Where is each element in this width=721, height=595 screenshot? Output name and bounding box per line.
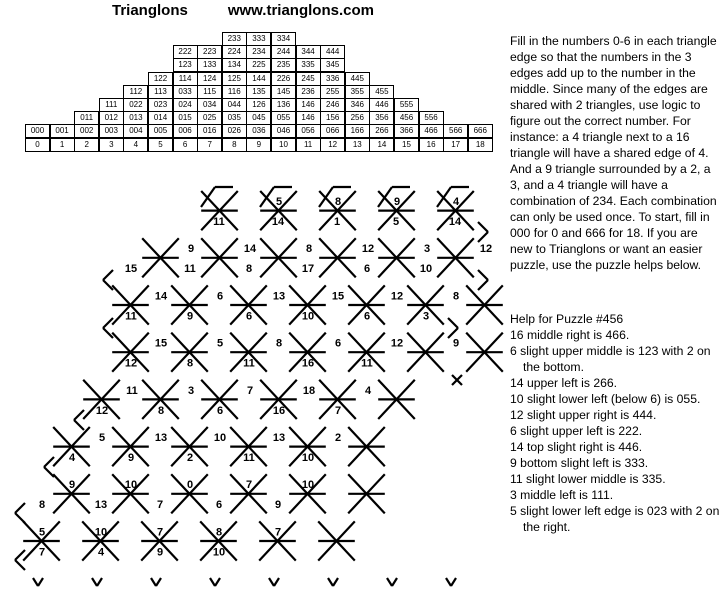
combination-cell: 566 xyxy=(443,124,468,138)
combination-cell: 225 xyxy=(246,58,271,72)
triangle-number[interactable]: 7 xyxy=(274,526,282,539)
triangle-number[interactable]: 6 xyxy=(215,499,223,512)
combination-cell: 224 xyxy=(222,45,247,59)
instructions-text: Fill in the numbers 0-6 in each triangle edge so that the numbers in the 3 edges add up to the number in the middle. Since many of the edges are shared with 2 triangles, use logic to figure out the correct number. For instance: a 4 triangle next to a 16 triangle will have a shared edge of 4. And a 9 triangle surrounded by a 2, a 3, and a 4 triangle will have a combination of 234. Each combination can only be used once. To start, fill in 000 for 0 and 666 for 18. If you are new to Trianglons or want an easier puzzle, use the puzzle helps below. xyxy=(510,34,717,272)
edge-line xyxy=(44,467,54,477)
combination-cell: 222 xyxy=(173,45,198,59)
triangle-number[interactable]: 5 xyxy=(98,432,106,444)
combination-cell: 001 xyxy=(50,124,75,138)
combination-cell: 345 xyxy=(320,58,345,72)
combination-cell: 346 xyxy=(345,98,370,112)
combination-cell: 144 xyxy=(246,72,271,86)
combination-cell: 012 xyxy=(99,111,124,125)
sum-cell: 0 xyxy=(25,138,50,152)
edge-line xyxy=(210,578,215,586)
triangle-number[interactable]: 10 xyxy=(301,310,315,323)
sum-cell: 3 xyxy=(99,138,124,152)
combination-cell: 005 xyxy=(148,124,173,138)
combination-cell: 022 xyxy=(123,98,148,112)
triangle-number[interactable]: 5 xyxy=(392,216,400,228)
combination-cell: 035 xyxy=(222,111,247,125)
triangle-numbers xyxy=(39,196,492,558)
help-hint: 11 slight lower middle is 335. xyxy=(510,472,666,486)
triangle-number[interactable]: 10 xyxy=(212,546,226,559)
combination-cell: 014 xyxy=(148,111,173,125)
combination-cell: 034 xyxy=(197,98,222,112)
triangle-number[interactable]: 8 xyxy=(186,357,194,370)
combination-cell: 366 xyxy=(394,124,419,138)
triangle-number[interactable]: 10 xyxy=(124,479,138,492)
sum-cell: 6 xyxy=(173,138,198,152)
help-title: Help for Puzzle #456 xyxy=(510,312,624,326)
help-hint: 9 bottom slight left is 333. xyxy=(510,456,649,470)
triangle-number[interactable]: 4 xyxy=(364,384,372,397)
combination-cell: 556 xyxy=(419,111,444,125)
combination-cell: 114 xyxy=(173,72,198,86)
combination-cell: 445 xyxy=(345,72,370,86)
triangle-number[interactable]: 0 xyxy=(186,479,194,492)
combination-cell: 066 xyxy=(320,124,345,138)
triangle-number[interactable]: 9 xyxy=(274,499,282,512)
triangle-number[interactable]: 14 xyxy=(448,216,462,228)
combination-cell: 116 xyxy=(222,85,247,99)
triangle-number[interactable]: 11 xyxy=(126,384,138,397)
combination-cell: 115 xyxy=(197,85,222,99)
combination-cell: 233 xyxy=(222,32,247,46)
triangle-number[interactable]: 9 xyxy=(156,546,164,559)
triangle-number[interactable]: 6 xyxy=(216,290,224,303)
edge-line xyxy=(478,232,488,242)
sum-cell: 18 xyxy=(468,138,493,152)
help-hint: 16 middle right is 466. xyxy=(510,328,630,342)
combination-cell: 444 xyxy=(320,45,345,59)
triangle-number[interactable]: 10 xyxy=(301,452,315,464)
edge-line xyxy=(103,318,113,328)
triangle-number[interactable]: 12 xyxy=(390,337,404,350)
triangle-number[interactable]: 6 xyxy=(216,404,224,417)
help-hint: 14 upper left is 266. xyxy=(510,376,618,390)
edge-line xyxy=(478,280,488,290)
sum-cell: 12 xyxy=(320,138,345,152)
triangle-number[interactable]: 9 xyxy=(393,196,401,208)
combination-cell: 226 xyxy=(271,72,296,86)
edge-line xyxy=(387,578,392,586)
combination-cell: 244 xyxy=(271,45,296,59)
combination-cell: 355 xyxy=(345,85,370,99)
edge-line xyxy=(74,420,84,430)
triangle-number[interactable]: 16 xyxy=(272,404,286,417)
combination-cell: 446 xyxy=(369,98,394,112)
combination-cell: 045 xyxy=(246,111,271,125)
combination-cell: 146 xyxy=(296,98,321,112)
combination-cell: 235 xyxy=(271,58,296,72)
combination-cell: 006 xyxy=(173,124,198,138)
triangle-number[interactable]: 7 xyxy=(156,499,164,512)
combination-cell: 011 xyxy=(74,111,99,125)
sum-cell: 17 xyxy=(443,138,468,152)
combination-cell: 133 xyxy=(197,58,222,72)
combination-cell: 356 xyxy=(369,111,394,125)
combination-cell: 256 xyxy=(345,111,370,125)
combination-cell: 555 xyxy=(394,98,419,112)
triangle-number[interactable]: 7 xyxy=(334,404,342,417)
edge-line xyxy=(103,280,113,290)
edge-line xyxy=(478,270,488,280)
help-hint: 3 middle left is 111. xyxy=(510,488,614,502)
sum-cell: 7 xyxy=(197,138,222,152)
edge-line xyxy=(103,270,113,280)
triangle-number[interactable]: 8 xyxy=(157,404,165,417)
combination-cell: 015 xyxy=(173,111,198,125)
combination-cell: 033 xyxy=(173,85,198,99)
combination-cell: 334 xyxy=(271,32,296,46)
triangle-number[interactable]: 8 xyxy=(245,263,253,276)
help-hint-list xyxy=(510,327,720,535)
edge-line xyxy=(103,328,113,338)
triangle-number[interactable]: 11 xyxy=(243,357,255,370)
combination-cell: 333 xyxy=(246,32,271,46)
triangle-number[interactable]: 1 xyxy=(333,216,341,228)
triangle-number[interactable]: 7 xyxy=(156,526,164,539)
combination-cell: 002 xyxy=(74,124,99,138)
edge-line xyxy=(328,578,333,586)
combination-cell: 134 xyxy=(222,58,247,72)
combination-cell: 123 xyxy=(173,58,198,72)
triangle-number[interactable]: 9 xyxy=(68,479,76,492)
triangle-number[interactable]: 4 xyxy=(452,196,460,208)
edge-line xyxy=(38,578,43,586)
edge-line xyxy=(333,578,338,586)
triangle-number[interactable]: 13 xyxy=(94,499,108,512)
triangle-number[interactable]: 12 xyxy=(95,404,109,417)
edge-line xyxy=(478,222,488,232)
triangle-number[interactable]: 7 xyxy=(246,384,254,397)
triangle-number[interactable]: 3 xyxy=(423,243,431,256)
triangle-number[interactable]: 17 xyxy=(301,263,315,276)
triangle-number[interactable]: 7 xyxy=(38,546,46,559)
triangle-number[interactable]: 6 xyxy=(363,310,371,323)
triangle-number[interactable]: 8 xyxy=(305,243,313,256)
sum-cell: 2 xyxy=(74,138,99,152)
combination-cell: 126 xyxy=(246,98,271,112)
combination-cell: 016 xyxy=(197,124,222,138)
sum-cell: 10 xyxy=(271,138,296,152)
edge-line xyxy=(448,318,458,328)
combination-cell: 111 xyxy=(99,98,124,112)
triangle-number[interactable]: 5 xyxy=(216,337,224,350)
help-hint: 6 slight upper left is 222. xyxy=(510,424,643,438)
combination-cell: 112 xyxy=(123,85,148,99)
triangle-number[interactable]: 3 xyxy=(187,384,195,397)
triangle-number[interactable]: 3 xyxy=(422,310,430,323)
triangle-number[interactable]: 6 xyxy=(334,337,342,350)
combination-cell: 666 xyxy=(468,124,493,138)
combination-cell: 245 xyxy=(296,72,321,86)
app-title: Trianglons xyxy=(112,2,188,19)
sum-cell: 1 xyxy=(50,138,75,152)
triangle-number[interactable]: 11 xyxy=(184,263,196,276)
triangle-number[interactable]: 6 xyxy=(245,310,253,323)
triangle-number[interactable]: 8 xyxy=(38,499,46,512)
triangle-number[interactable]: 16 xyxy=(301,357,315,370)
triangle-number[interactable]: 13 xyxy=(272,432,286,444)
combination-cell: 013 xyxy=(123,111,148,125)
triangle-number[interactable]: 6 xyxy=(363,263,371,276)
triangle-number[interactable]: 10 xyxy=(94,526,108,539)
combination-cell: 122 xyxy=(148,72,173,86)
combination-cell: 266 xyxy=(369,124,394,138)
combination-cell: 056 xyxy=(296,124,321,138)
edge-line xyxy=(15,513,25,523)
help-hint: 12 slight upper right is 444. xyxy=(510,408,657,422)
triangle-number[interactable]: 12 xyxy=(390,290,404,303)
triangle-number[interactable]: 11 xyxy=(213,216,225,228)
combination-cell: 234 xyxy=(246,45,271,59)
combination-cell: 125 xyxy=(222,72,247,86)
sum-cell: 8 xyxy=(222,138,247,152)
combination-cell: 344 xyxy=(296,45,321,59)
combination-cell: 456 xyxy=(394,111,419,125)
edge-line xyxy=(215,578,220,586)
combination-cell: 044 xyxy=(222,98,247,112)
combination-cell: 145 xyxy=(271,85,296,99)
triangle-number[interactable]: 14 xyxy=(154,290,168,303)
triangle-number[interactable]: 9 xyxy=(127,452,135,464)
combination-cell: 024 xyxy=(173,98,198,112)
combination-cell: 236 xyxy=(296,85,321,99)
triangle-number[interactable]: 11 xyxy=(361,357,373,370)
edge-line xyxy=(15,560,25,570)
edge-line xyxy=(97,578,102,586)
triangle-number[interactable]: 13 xyxy=(154,432,168,444)
triangle-number[interactable]: 7 xyxy=(245,479,253,492)
combination-cell: 003 xyxy=(99,124,124,138)
combination-cell: 000 xyxy=(25,124,50,138)
combination-cell: 466 xyxy=(419,124,444,138)
combination-cell: 036 xyxy=(246,124,271,138)
edge-line xyxy=(269,578,274,586)
edge-line xyxy=(392,578,397,586)
triangle-number[interactable]: 9 xyxy=(186,310,194,323)
sum-cell: 11 xyxy=(296,138,321,152)
sum-cell: 14 xyxy=(369,138,394,152)
combination-cell: 046 xyxy=(271,124,296,138)
edge-line xyxy=(448,328,458,338)
triangle-number[interactable]: 14 xyxy=(243,243,257,256)
combination-cell: 166 xyxy=(345,124,370,138)
triangle-number[interactable]: 11 xyxy=(125,310,137,323)
edge-line xyxy=(446,578,451,586)
triangle-number[interactable]: 8 xyxy=(452,290,460,303)
edge-line xyxy=(451,578,456,586)
combination-cell: 004 xyxy=(123,124,148,138)
sum-cell: 13 xyxy=(345,138,370,152)
triangle-number[interactable]: 12 xyxy=(361,243,375,256)
triangle-number[interactable]: 11 xyxy=(243,452,255,464)
combination-cell: 246 xyxy=(320,98,345,112)
edge-line xyxy=(274,578,279,586)
triangle-number[interactable]: 8 xyxy=(275,337,283,350)
triangle-number[interactable]: 8 xyxy=(334,196,342,208)
triangle-number[interactable]: 15 xyxy=(331,290,345,303)
triangle-number[interactable]: 4 xyxy=(68,452,76,464)
combination-cell: 023 xyxy=(148,98,173,112)
edge-line xyxy=(92,578,97,586)
sum-cell: 15 xyxy=(394,138,419,152)
combination-cell: 055 xyxy=(271,111,296,125)
sum-cell: 5 xyxy=(148,138,173,152)
combination-cell: 335 xyxy=(296,58,321,72)
combination-cell: 113 xyxy=(148,85,173,99)
triangle-number[interactable]: 10 xyxy=(213,432,227,444)
sum-cell: 4 xyxy=(123,138,148,152)
combination-cell: 124 xyxy=(197,72,222,86)
triangle-number[interactable]: 4 xyxy=(97,546,105,559)
edge-line xyxy=(156,578,161,586)
triangle-number[interactable]: 13 xyxy=(272,290,286,303)
combination-cell: 255 xyxy=(320,85,345,99)
triangle-number[interactable]: 15 xyxy=(154,337,168,350)
combination-cell: 135 xyxy=(246,85,271,99)
triangle-number[interactable]: 12 xyxy=(479,243,493,256)
triangle-number[interactable]: 9 xyxy=(452,337,460,350)
triangle-number[interactable]: 12 xyxy=(124,357,138,370)
combination-cell: 455 xyxy=(369,85,394,99)
combination-cell: 223 xyxy=(197,45,222,59)
combination-cell: 336 xyxy=(320,72,345,86)
sum-cell: 16 xyxy=(419,138,444,152)
edge-line xyxy=(15,550,25,560)
edge-line xyxy=(15,503,25,513)
triangle-number[interactable]: 10 xyxy=(301,479,315,492)
triangle-number[interactable]: 2 xyxy=(186,452,194,464)
edge-line xyxy=(74,410,84,420)
triangle-number[interactable]: 5 xyxy=(275,196,283,208)
help-hint: 6 slight upper middle is 123 with 2 on the bottom. xyxy=(510,344,711,374)
sum-cell: 9 xyxy=(246,138,271,152)
triangle-number[interactable]: 18 xyxy=(302,384,316,397)
triangle-number[interactable]: 5 xyxy=(38,526,46,539)
edge-line xyxy=(151,578,156,586)
combination-cell: 025 xyxy=(197,111,222,125)
triangle-number[interactable]: 10 xyxy=(419,263,433,276)
triangle-number[interactable]: 2 xyxy=(334,432,342,444)
triangle-number[interactable]: 8 xyxy=(215,526,223,539)
triangle-number[interactable]: 9 xyxy=(187,243,195,256)
edge-line xyxy=(33,578,38,586)
triangle-number[interactable]: 15 xyxy=(124,263,138,276)
help-hint: 5 slight lower left edge is 023 with 2 on the right. xyxy=(510,504,720,534)
triangle-number[interactable]: 14 xyxy=(271,216,285,228)
combination-cell: 146 xyxy=(296,111,321,125)
website-link[interactable]: www.trianglons.com xyxy=(227,2,374,19)
combination-cell: 136 xyxy=(271,98,296,112)
combination-cell: 026 xyxy=(222,124,247,138)
combination-cell: 156 xyxy=(320,111,345,125)
help-hint: 10 slight lower left (below 6) is 055. xyxy=(510,392,701,406)
help-hint: 14 top slight right is 446. xyxy=(510,440,643,454)
